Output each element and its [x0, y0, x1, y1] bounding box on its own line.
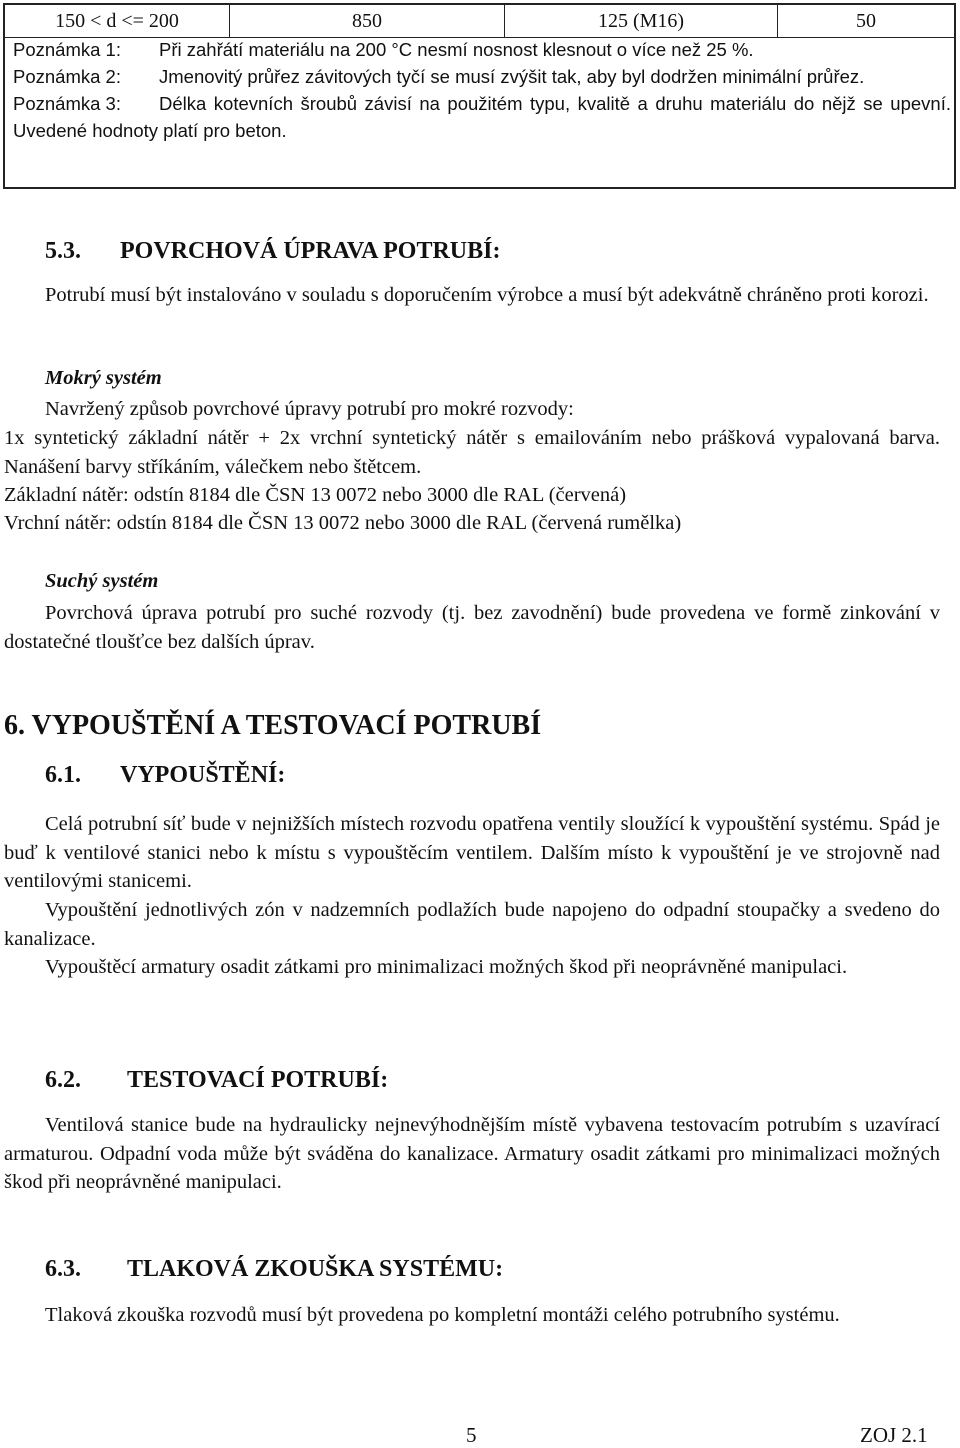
- subheading-wet-system: Mokrý systém: [45, 367, 162, 389]
- chapter-title: VYPOUŠTĚNÍ A TESTOVACÍ POTRUBÍ: [31, 710, 542, 741]
- spec-table: [3, 3, 956, 189]
- section-heading-5-3: [45, 238, 500, 265]
- page-number: 5: [466, 1423, 477, 1447]
- chapter-number: 6.: [4, 710, 25, 741]
- table-cell-bolt: 125 (M16): [505, 5, 778, 37]
- note-text: Jmenovitý průřez závitových tyčí se musí zvýšit tak, aby byl dodržen minimální průřez.: [159, 66, 865, 87]
- paragraph-drain-zones: Vypouštění jednotlivých zón v nadzemních podlažích bude napojeno do odpadní stoupačky a svedeno do kanalizace.: [4, 899, 940, 950]
- table-cell-load: 850: [230, 5, 505, 37]
- paragraph-wet-method: Navržený způsob povrchové úpravy potrubí pro mokré rozvody:: [45, 398, 574, 420]
- note-3: [13, 90, 951, 144]
- section-number: 6.2.: [45, 1067, 81, 1093]
- chapter-heading-6: [4, 710, 541, 742]
- table-cell-length: 50: [856, 10, 876, 32]
- note-text: Délka kotevních šroubů závisí na použitém typu, kvalitě a druhu materiálu do nějž se upevní. Uvedené hodnoty platí pro beton.: [13, 93, 951, 141]
- table-row: [5, 5, 954, 38]
- note-label: Poznámka 1:: [13, 39, 121, 60]
- section-title: POVRCHOVÁ ÚPRAVA POTRUBÍ:: [120, 238, 501, 264]
- paragraph-intro: Potrubí musí být instalováno v souladu s doporučením výrobce a musí být adekvátně chráněno proti korozi.: [45, 284, 929, 306]
- note-2: [13, 63, 951, 90]
- paragraph-top-coat: Vrchní nátěr: odstín 8184 dle ČSN 13 0072 nebo 3000 dle RAL (červená rumělka): [4, 512, 682, 534]
- note-label: Poznámka 3:: [13, 93, 121, 114]
- paragraph-test-pipe: Ventilová stanice bude na hydraulicky nejnevýhodnějším místě vybavena testovacím potrubím s uzavírací armaturou. Odpadní voda může být sváděna do kanalizace. Armatury osadit zátkami pro minimalizaci možných škod při neoprávněné manipulaci.: [4, 1114, 940, 1193]
- section-number: 5.3.: [45, 238, 81, 264]
- paragraph-dry-system: Povrchová úprava potrubí pro suché rozvody (tj. bez zavodnění) bude provedena ve formě zinkování v dostatečné tloušťce bez dalších úprav.: [4, 602, 940, 653]
- subheading-dry-system: Suchý systém: [45, 570, 159, 592]
- section-title: TESTOVACÍ POTRUBÍ:: [127, 1067, 389, 1093]
- section-heading-6-1: [45, 762, 285, 789]
- section-heading-6-2: [45, 1067, 388, 1094]
- section-number: 6.1.: [45, 762, 81, 788]
- paragraph-pressure-test: Tlaková zkouška rozvodů musí být provedena po kompletní montáži celého potrubního systému.: [45, 1304, 840, 1326]
- note-text: Při zahřátí materiálu na 200 °C nesmí nosnost klesnout o více než 25 %.: [159, 39, 754, 60]
- table-cell-diameter: 150 < d <= 200: [5, 5, 230, 37]
- document-code: ZOJ 2.1: [860, 1423, 928, 1447]
- paragraph-drain-fittings: Vypouštěcí armatury osadit zátkami pro minimalizaci možných škod při neoprávněné manipulaci.: [45, 956, 848, 978]
- note-label: Poznámka 2:: [13, 66, 121, 87]
- note-1: [13, 36, 951, 63]
- paragraph-base-coat: Základní nátěr: odstín 8184 dle ČSN 13 0072 nebo 3000 dle RAL (červená): [4, 484, 627, 506]
- paragraph-wet-coating: 1x syntetický základní nátěr + 2x vrchní syntetický nátěr s emailováním nebo prášková vypalovaná barva. Nanášení barvy stříkáním, válečkem nebo štětcem.: [4, 427, 940, 478]
- section-title: TLAKOVÁ ZKOUŠKA SYSTÉMU:: [127, 1256, 504, 1282]
- section-heading-6-3: [45, 1256, 503, 1283]
- section-title: VYPOUŠTĚNÍ:: [120, 762, 286, 788]
- table-notes: [13, 36, 951, 144]
- section-number: 6.3.: [45, 1256, 81, 1282]
- paragraph-drain-network: Celá potrubní síť bude v nejnižších místech rozvodu opatřena ventily sloužící k vypouštění systému. Spád je buď k ventilové stanici nebo k místu s vypouštěcím ventilem. Dalším místo k vypouštění je ve strojovně nad ventilovými stanicemi.: [4, 813, 940, 892]
